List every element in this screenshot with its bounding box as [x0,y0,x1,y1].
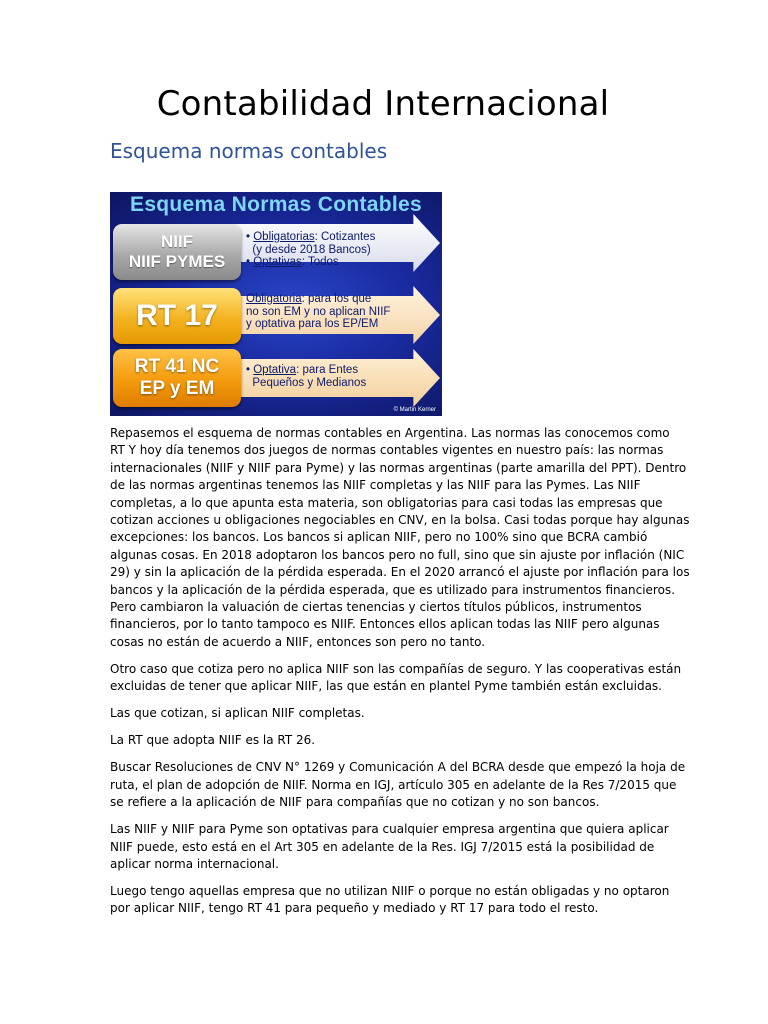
paragraph-line: NIIF puede, esto está en el Art 305 en adelante de la Res. IGJ 7/2015 está la posibilidad de [110,839,655,854]
rt17-box-line: RT 17 [136,299,218,332]
niif-description [246,231,416,269]
paragraph-line: por aplicar NIIF, tengo RT 41 para pequeño y mediado y RT 17 para todo el resto. [110,901,599,916]
desc-line [246,377,416,390]
image-credit: © Martin Kerner [393,407,436,413]
paragraph-line: completas, a lo que apunta esta materia, son obligatorias para casi todas las empresas que [110,495,663,510]
section-heading: Esquema normas contables [110,139,388,163]
paragraph [110,425,690,651]
paragraph-line: cotizan acciones u obligaciones negociables en CNV, en la bolsa. Casi todas porque hay algunas [110,513,690,528]
paragraph [110,705,660,722]
paragraph [110,883,670,918]
rt41-box [113,349,241,407]
desc-line: no son EM y no aplican NIIF [246,305,391,318]
paragraph-line: excluidas de tener que aplicar NIIF, las que están en plantel Pyme también están excluidas. [110,679,662,694]
desc-line: • Optativas: Todos [246,256,339,268]
paragraph-line: Repasemos el esquema de normas contables en Argentina. Las normas las conocemos como [110,426,670,440]
paragraph-line: La RT que adopta NIIF es la RT 26. [110,733,316,748]
paragraph-line: se refiere a la aplicación de NIIF para compañías que no cotizan y no son bancos. [110,795,600,810]
paragraph [110,821,669,873]
paragraph-line: Luego tengo aquellas empresa que no utilizan NIIF o porque no están obligadas y no optaron [110,883,670,898]
paragraph-line: cosas no están de acuerdo a NIIF, entonces son pero no tanto. [110,634,486,649]
paragraph-line: financieros, por lo tanto tampoco es NIIF. Entonces ellos aplican todas las NIIF pero algunas [110,617,660,632]
paragraph-line: internacionales (NIIF y NIIF para Pyme) y las normas argentinas (parte amarilla del PPT). Dentro [110,460,687,475]
image-title: Esquema Normas Contables [130,193,422,216]
rt41-description [246,364,416,389]
rt17-box [113,288,241,344]
paragraph-line: Las que cotizan, si aplican NIIF completas. [110,706,365,721]
paragraph-line: 29) y sin la aplicación de la pérdida esperada. En el 2020 arrancó el ajuste por inflación para los [110,565,690,580]
paragraph-line: algunas cosas. En 2018 adoptaron los bancos pero no full, sino que sin ajuste por inflación (NIC [110,547,685,562]
paragraph-line: bancos y la aplicación de la pérdida esperada, que es utilizado para instrumentos financieros. [110,582,676,597]
paragraph-line: RT Y hoy día tenemos dos juegos de normas contables vigentes en nuestro país: las normas [110,443,664,458]
paragraph-line: ruta, el plan de adopción de NIIF. Norma en IGJ, artículo 305 en adelante de la Res 7/2015 que [110,777,677,792]
paragraph-line: Buscar Resoluciones de CNV N° 1269 y Comunicación A del BCRA desde que empezó la hoja de [110,760,686,775]
desc-underlined: Optativas [253,256,302,268]
desc-text: : Todos [301,256,339,268]
paragraph-line: Otro caso que cotiza pero no aplica NIIF son las compañías de seguro. Y las cooperativas están [110,661,682,676]
desc-text: : para los que [301,293,372,305]
desc-line [246,293,416,306]
paragraph-line: de las normas argentinas tenemos las NIIF completas y las NIIF para las Pymes. Las NIIF [110,478,641,493]
niif-box-line: NIIF [160,232,194,251]
paragraph [110,732,660,749]
rt41-box-line: EP y EM [139,378,215,399]
rt17-description [246,293,416,331]
paragraph-line: Pero cambiaron la valuación de ciertas tenencias y ciertos títulos públicos, instrumentos [110,600,642,615]
paragraph-line: aplicar norma internacional. [110,856,279,871]
desc-text: (y desde 2018 Bancos) [252,243,371,256]
norms-scheme-image [110,192,442,416]
desc-text: : para Entes [296,364,359,376]
desc-underlined: Optativa [253,364,297,376]
rt41-box-line: RT 41 NC [134,356,220,377]
paragraph-line: excepciones: los bancos. Los bancos si aplican NIIF, pero no 100% sino que BCRA cambió [110,530,648,545]
paragraph [110,661,682,696]
desc-text: : Cotizantes [314,231,376,243]
desc-line: • Optativa: para Entes [246,364,359,376]
paragraph-line: Las NIIF y NIIF para Pyme son optativas para cualquier empresa argentina que quiera aplicar [110,822,669,837]
page-title: Contabilidad Internacional [156,84,610,124]
body-text [110,425,690,927]
desc-underlined: Obligatorias [253,231,315,243]
desc-line: • Obligatorias: Cotizantes [246,231,376,243]
niif-box-line: NIIF PYMES [128,252,226,271]
paragraph [110,759,686,811]
desc-line: y optativa para los EP/EM [246,318,379,330]
desc-line [246,244,416,257]
desc-text: Pequeños y Medianos [252,376,367,389]
niif-box [113,224,241,280]
desc-underlined: Obligatoria [246,293,302,305]
